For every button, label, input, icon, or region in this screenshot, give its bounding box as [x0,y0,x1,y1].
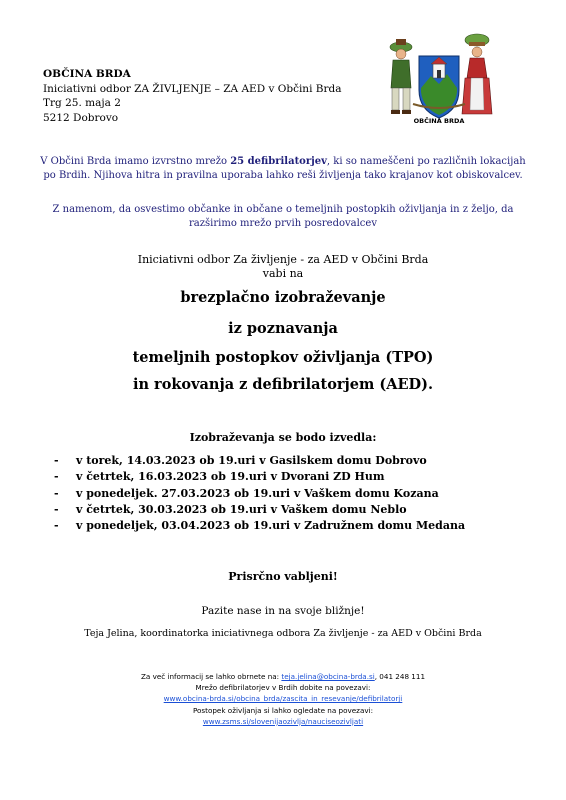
sender-org: OBČINA BRDA [43,68,131,80]
coordinator-text: Teja Jelina, koordinatorka iniciativnega odbora Za življenje - za AED v Občini Brda [84,628,482,639]
schedule-item: - v torek, 14.03.2023 ob 19.uri v Gasilskem domu Dobrovo [54,454,427,467]
schedule-item: - v četrtek, 30.03.2023 ob 19.uri v Vaškem domu Neblo [54,502,407,516]
schedule-list [54,453,465,534]
coat-of-arms-icon [383,30,495,126]
contact-email-link[interactable]: teja.jelina@obcina-brda.si [281,672,375,681]
sender-street: Trg 25. maja 2 [43,97,121,109]
sender-city: 5212 Dobrovo [43,111,119,124]
cpr-link[interactable]: www.zsms.si/slovenijaozivlja/nauciseozivljati [202,716,364,726]
invitation-verb: vabi na [262,267,304,280]
headline-aed: in rokovanja z defibrilatorjem (AED). [132,376,434,393]
schedule-item: - v ponedeljek. 27.03.2023 ob 19.uri v Vaškem domu Kozana [54,486,439,500]
headline-tpo: temeljnih postopkov oživljanja (TPO) [132,349,434,366]
headline-knowledge: iz poznavanja [228,320,338,337]
care-text: Pazite nase in na svoje bližnje! [201,605,365,617]
intro-paragraph-network: V Občini Brda imamo izvrstno mrežo 25 defibrilatorjev, ki so nameščeni po različnih lokacijah po Brdih. Njihova hitra in pravilna uporaba lahko reši življenja tako krajanov kot obiskovalcev. [40,156,526,181]
defibrillator-count: 25 defibrilatorjev [230,156,327,167]
crest-caption: OBČINA BRDA [413,117,465,125]
intro-paragraph-purpose: Z namenom, da osvestimo občanke in občane o temeljnih postopkih oživljanja in z željo, da razširimo mrežo prvih posredovalcev [52,204,514,229]
footer-info [40,671,526,727]
invitation-intro [40,253,526,281]
schedule-item: - v ponedeljek, 03.04.2023 ob 19.uri v Zadružnem domu Medana [54,519,466,533]
network-text: Mrežo defibrilatorjev v Brdih dobite na povezavi: [195,683,371,693]
cpr-text: Postopek oživljanja si lahko ogledate na povezavi: [192,705,374,715]
welcome-text: Prisrčno vabljeni! [228,570,338,583]
sender-address [43,67,342,125]
headline-free-training: brezplačno izobraževanje [180,289,386,306]
sender-committee: Iniciativni odbor ZA ŽIVLJENJE – ZA AED v Občini Brda [43,82,342,95]
contact-line: Za več informacij se lahko obrnete na: teja.jelina@obcina-brda.si, 041 248 111 [140,672,426,681]
invitation-host: Iniciativni odbor Za življenje - za AED v Občini Brda [137,253,429,266]
network-link[interactable]: www.obcina-brda.si/obcina_brda/zascita_in_resevanje/defibrilatorji [163,694,403,704]
schedule-item: - v četrtek, 16.03.2023 ob 19.uri v Dvorani ZD Hum [54,470,385,484]
schedule-title: Izobraževanja se bodo izvedla: [189,431,377,444]
